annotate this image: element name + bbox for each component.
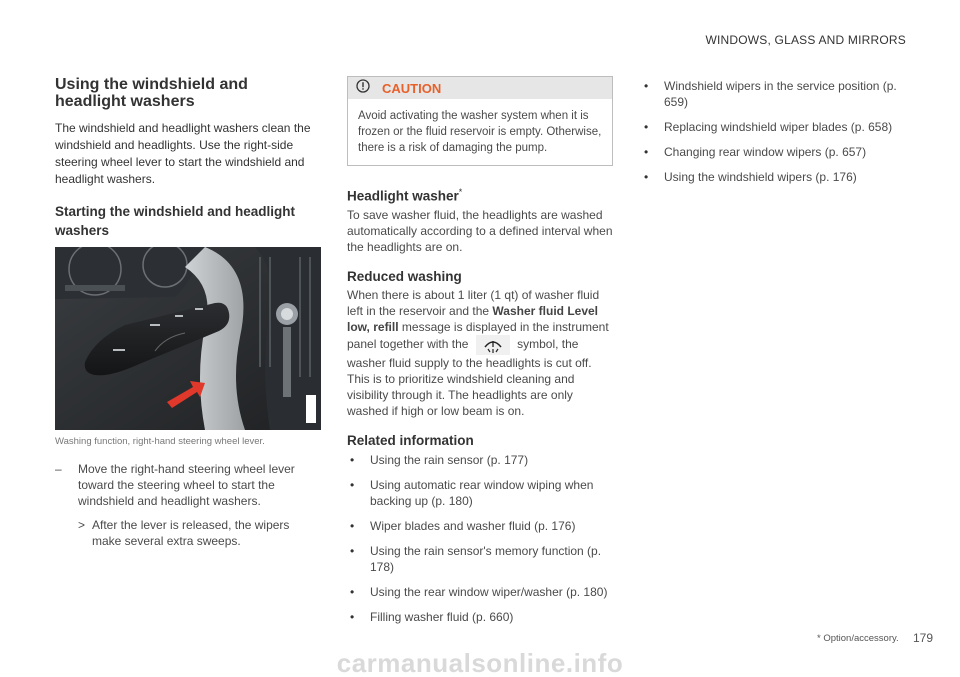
- related-link[interactable]: • Using the rain sensor (p. 177): [347, 452, 613, 468]
- page-number: 179: [913, 631, 934, 645]
- headlight-washer-section: [347, 184, 613, 255]
- option-asterisk: *: [458, 187, 463, 197]
- intro-text: The windshield and headlight washers clean the windshield and headlights. Use the right-side steering wheel lever to start the windshield and headlight washers.: [55, 121, 311, 186]
- caution-text: Avoid activating the washer system when it is frozen or the fluid reservoir is empty. Otherwise, there is a risk of damaging the pump.: [358, 110, 602, 154]
- result-marker: >: [78, 518, 86, 532]
- middle-column: [347, 76, 613, 634]
- headlight-washer-heading: Headlight washer*: [347, 187, 463, 204]
- step-text: Move the right-hand steering wheel lever toward the steering wheel to start the windshield and headlight washers.: [78, 462, 295, 508]
- caution-box: [347, 76, 613, 166]
- related-info-heading: Related information: [347, 432, 474, 448]
- related-link[interactable]: • Replacing windshield wiper blades (p. 658): [641, 119, 907, 135]
- caution-title: CAUTION: [382, 80, 442, 96]
- washer-message-text: Washer fluid Level low, refill: [347, 303, 599, 334]
- site-watermark: carmanualsonline.info: [336, 648, 624, 677]
- right-column: [641, 78, 907, 194]
- result-text: After the lever is released, the wipers make several extra sweeps.: [92, 518, 290, 548]
- caution-header: [348, 77, 612, 99]
- related-link[interactable]: • Windshield wipers in the service position (p. 659): [641, 78, 907, 110]
- option-footnote: * Option/accessory.: [817, 633, 899, 644]
- section-title: Using the windshield and headlight washers: [55, 76, 248, 110]
- related-link[interactable]: • Using the rain sensor's memory function (p. 178): [347, 543, 613, 575]
- washer-fluid-icon: [476, 335, 510, 355]
- instruction-step: [55, 461, 321, 509]
- caution-icon: [356, 79, 370, 98]
- lever-illustration: [55, 247, 321, 430]
- reduced-washing-heading: Reduced washing: [347, 268, 462, 284]
- related-link[interactable]: • Changing rear window wipers (p. 657): [641, 144, 907, 160]
- related-link[interactable]: • Filling washer fluid (p. 660): [347, 609, 613, 625]
- related-link[interactable]: • Using the windshield wipers (p. 176): [641, 169, 907, 185]
- figure-caption: Washing function, right-hand steering wheel lever.: [55, 436, 265, 447]
- step-result: [55, 517, 321, 549]
- related-link[interactable]: • Using automatic rear window wiping when backing up (p. 180): [347, 477, 613, 509]
- related-links-list-continued: [641, 78, 907, 185]
- related-links-list: [347, 452, 613, 625]
- section-header: WINDOWS, GLASS AND MIRRORS: [705, 33, 906, 47]
- reduced-washing-text: When there is about 1 liter (1 qt) of washer fluid left in the reservoir and the Washer fluid Level low, refill message is displayed in the instrument panel together with the symbol, the washer fluid supply to the headlights is cut off. This is to prioritize windshield cleaning and visibility through it. The headlights are only washed if high or low beam is on.: [347, 287, 609, 418]
- reduced-washing-section: [347, 268, 613, 419]
- step-marker: –: [55, 462, 62, 476]
- related-link[interactable]: • Wiper blades and washer fluid (p. 176): [347, 518, 613, 534]
- subheading-starting: Starting the windshield and headlight washers: [55, 204, 296, 238]
- related-link[interactable]: • Using the rear window wiper/washer (p. 180): [347, 584, 613, 600]
- left-column: [55, 76, 321, 549]
- steering-lever-photo: [55, 247, 321, 430]
- headlight-washer-text: To save washer fluid, the headlights are washed automatically according to a defined interval when the headlights are on.: [347, 207, 613, 254]
